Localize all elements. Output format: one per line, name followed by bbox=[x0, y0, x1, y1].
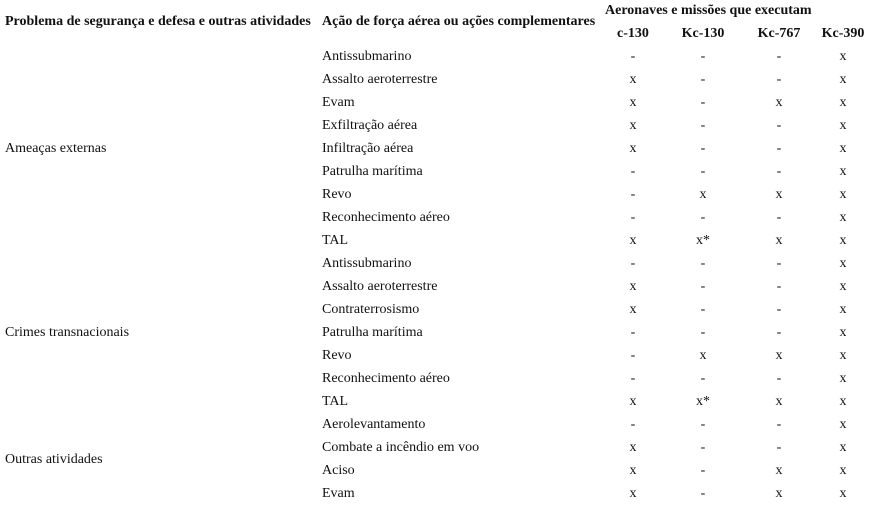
table-cell-mark: - bbox=[776, 210, 782, 225]
table-cell-mark: - bbox=[776, 417, 782, 432]
table-cell-mark: x bbox=[699, 348, 707, 363]
table-row-action: Antissubmarino bbox=[322, 256, 412, 271]
table-cell-mark: - bbox=[776, 118, 782, 133]
table-cell-mark: x bbox=[839, 302, 847, 317]
table-cell-mark: - bbox=[700, 49, 706, 64]
group-label: Outras atividades bbox=[5, 452, 103, 467]
table-row-action: Evam bbox=[322, 95, 355, 110]
table-cell-mark: - bbox=[630, 256, 636, 271]
header-problem: Problema de segurança e defesa e outras atividades bbox=[5, 14, 311, 29]
table-row-action: Patrulha marítima bbox=[322, 164, 423, 179]
table-cell-mark: x* bbox=[696, 394, 710, 409]
table-cell-mark: x bbox=[839, 118, 847, 133]
table-row-action: Aciso bbox=[322, 463, 355, 478]
table-cell-mark: x bbox=[629, 118, 637, 133]
table-cell-mark: - bbox=[700, 440, 706, 455]
table-row-action: Reconhecimento aéreo bbox=[322, 210, 450, 225]
table-row-action: Assalto aeroterrestre bbox=[322, 72, 438, 87]
table-cell-mark: x bbox=[839, 187, 847, 202]
table-cell-mark: - bbox=[630, 325, 636, 340]
group-label: Crimes transnacionais bbox=[5, 325, 130, 340]
table-cell-mark: - bbox=[776, 72, 782, 87]
table-cell-mark: x bbox=[775, 233, 783, 248]
table-cell-mark: x bbox=[775, 348, 783, 363]
table-cell-mark: x bbox=[699, 187, 707, 202]
table-cell-mark: - bbox=[700, 325, 706, 340]
header-kc390: Kc-390 bbox=[821, 26, 865, 41]
table-cell-mark: x bbox=[839, 256, 847, 271]
table-row-action: Assalto aeroterrestre bbox=[322, 279, 438, 294]
table-cell-mark: x bbox=[839, 325, 847, 340]
table-cell-mark: - bbox=[630, 210, 636, 225]
table-row-action: Combate a incêndio em voo bbox=[322, 440, 480, 455]
table-row-action: Revo bbox=[322, 187, 352, 202]
table-cell-mark: x bbox=[775, 463, 783, 478]
table-row-action: TAL bbox=[322, 394, 349, 409]
header-kc130: Kc-130 bbox=[681, 26, 725, 41]
table-cell-mark: - bbox=[700, 256, 706, 271]
table-cell-mark: - bbox=[630, 348, 636, 363]
table-cell-mark: - bbox=[630, 371, 636, 386]
table-row-action: Antissubmarino bbox=[322, 49, 412, 64]
table-row-action: Infiltração aérea bbox=[322, 141, 414, 156]
table-row-action: Revo bbox=[322, 348, 352, 363]
table-cell-mark: x bbox=[775, 95, 783, 110]
table-cell-mark: - bbox=[700, 371, 706, 386]
table-cell-mark: - bbox=[700, 279, 706, 294]
table-cell-mark: - bbox=[630, 417, 636, 432]
header-c130: c-130 bbox=[617, 26, 649, 41]
table-cell-mark: x bbox=[839, 164, 847, 179]
table-cell-mark: - bbox=[630, 187, 636, 202]
table-cell-mark: x bbox=[839, 95, 847, 110]
table-cell-mark: x bbox=[839, 440, 847, 455]
table-cell-mark: x bbox=[839, 394, 847, 409]
table-cell-mark: x bbox=[839, 279, 847, 294]
table-cell-mark: - bbox=[776, 141, 782, 156]
table-cell-mark: - bbox=[700, 302, 706, 317]
table-cell-mark: x bbox=[629, 233, 637, 248]
table-cell-mark: x bbox=[629, 302, 637, 317]
table-cell-mark: x bbox=[629, 72, 637, 87]
table-cell-mark: - bbox=[630, 164, 636, 179]
table-cell-mark: x bbox=[629, 440, 637, 455]
table-cell-mark: - bbox=[700, 141, 706, 156]
table-cell-mark: - bbox=[776, 440, 782, 455]
table-row-action: Aerolevantamento bbox=[322, 417, 426, 432]
table-cell-mark: - bbox=[776, 302, 782, 317]
table-row-action: Exfiltração aérea bbox=[322, 118, 418, 133]
table-cell-mark: x bbox=[629, 279, 637, 294]
table-cell-mark: x bbox=[629, 394, 637, 409]
table-cell-mark: x* bbox=[696, 233, 710, 248]
table-cell-mark: x bbox=[839, 486, 847, 501]
table-cell-mark: - bbox=[700, 417, 706, 432]
table-cell-mark: x bbox=[775, 394, 783, 409]
table-cell-mark: x bbox=[839, 210, 847, 225]
table-cell-mark: - bbox=[700, 486, 706, 501]
table-cell-mark: - bbox=[700, 95, 706, 110]
table-cell-mark: x bbox=[839, 371, 847, 386]
table-row-action: Reconhecimento aéreo bbox=[322, 371, 450, 386]
table-cell-mark: - bbox=[776, 371, 782, 386]
table-row-action: Evam bbox=[322, 486, 355, 501]
table-cell-mark: - bbox=[776, 49, 782, 64]
table-cell-mark: x bbox=[839, 49, 847, 64]
table-cell-mark: x bbox=[839, 463, 847, 478]
table-cell-mark: x bbox=[839, 72, 847, 87]
table-cell-mark: - bbox=[630, 49, 636, 64]
table-cell-mark: - bbox=[776, 164, 782, 179]
table-cell-mark: - bbox=[700, 118, 706, 133]
group-label: Ameaças externas bbox=[5, 141, 107, 156]
table-cell-mark: - bbox=[700, 463, 706, 478]
table-row-action: Contraterrosismo bbox=[322, 302, 420, 317]
table-cell-mark: x bbox=[839, 417, 847, 432]
table-row-action: TAL bbox=[322, 233, 349, 248]
table-cell-mark: - bbox=[776, 325, 782, 340]
header-aircraft-group: Aeronaves e missões que executam bbox=[605, 3, 812, 18]
table-cell-mark: x bbox=[629, 486, 637, 501]
table-cell-mark: x bbox=[629, 463, 637, 478]
table-cell-mark: - bbox=[700, 210, 706, 225]
table-cell-mark: - bbox=[700, 72, 706, 87]
header-action: Ação de força aérea ou ações complementares bbox=[322, 14, 596, 29]
table-cell-mark: x bbox=[629, 95, 637, 110]
table-row-action: Patrulha marítima bbox=[322, 325, 423, 340]
table-cell-mark: - bbox=[776, 279, 782, 294]
table-cell-mark: x bbox=[629, 141, 637, 156]
table-cell-mark: x bbox=[839, 348, 847, 363]
table-cell-mark: x bbox=[839, 141, 847, 156]
table-cell-mark: x bbox=[775, 187, 783, 202]
table-cell-mark: - bbox=[700, 164, 706, 179]
table-cell-mark: - bbox=[776, 256, 782, 271]
header-kc767: Kc-767 bbox=[757, 26, 801, 41]
table-cell-mark: x bbox=[839, 233, 847, 248]
table-cell-mark: x bbox=[775, 486, 783, 501]
